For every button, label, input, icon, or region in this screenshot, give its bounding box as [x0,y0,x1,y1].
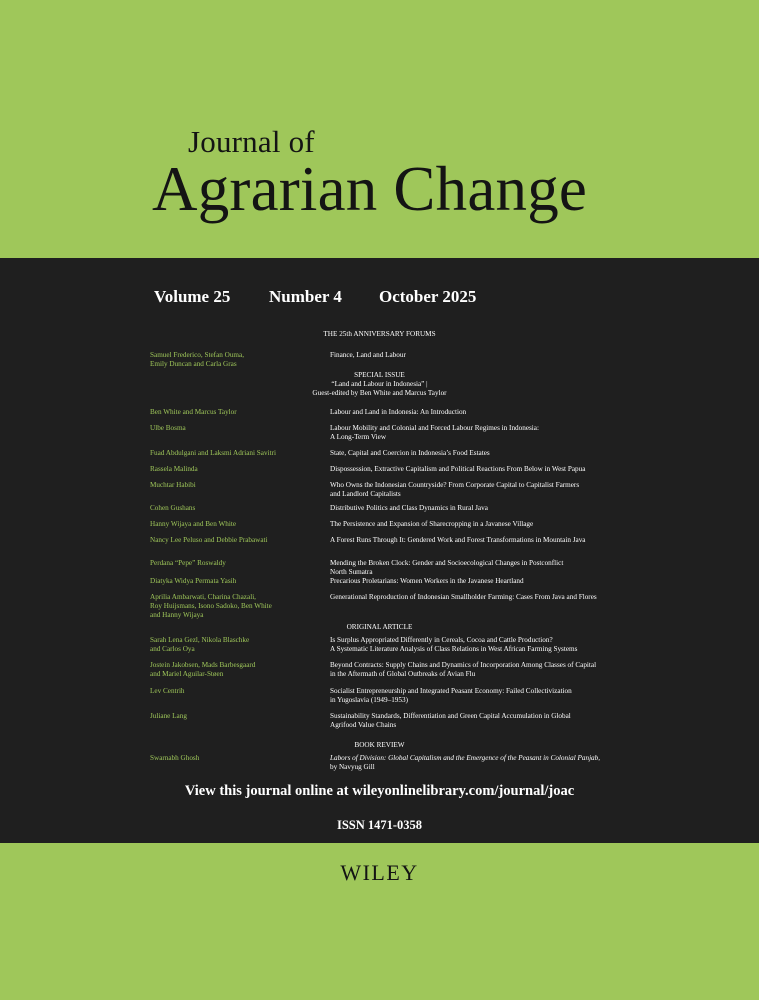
toc-article-title [330,712,660,730]
author-line: Emily Duncan and Carla Gras [150,360,237,368]
author-line: Swarnabh Ghosh [150,754,200,762]
article-line: Labors of Division: Global Capitalism and the Emergence of the Peasant in Colonial Panjab, [330,754,601,762]
toc-article-title [330,687,660,705]
toc-authors [150,593,325,620]
article-line: A Systematic Literature Analysis of Class Relations in West African Farming Systems [330,645,578,653]
author-line: Fuad Abdulgani and Laksmi Adriani Savitri [150,449,276,457]
toc-authors [150,520,325,529]
author-line: and Mariel Aguilar-Støen [150,670,224,678]
article-line: Generational Reproduction of Indonesian Smallholder Farming: Cases From Java and Flores [330,593,597,601]
article-line: in Yugoslavia (1949–1953) [330,696,408,704]
issn-label: ISSN 1471-0358 [336,818,423,832]
article-line: Labour Mobility and Colonial and Forced Labour Regimes in Indonesia: [330,424,539,432]
author-line: Aprilia Ambarwati, Charina Chazali, [150,593,256,601]
article-line: Labour and Land in Indonesia: An Introduction [330,408,467,416]
toc-article-title [330,593,660,602]
toc-article-title [330,536,660,545]
author-line: Lev Centrih [150,687,185,695]
volume-label: Volume 25 [154,287,231,306]
special-issue-theme: “Land and Labour in Indonesia” | [331,380,428,388]
toc-article-title [330,559,660,577]
author-line: Muchtar Habibi [150,481,196,489]
article-line: Socialist Entrepreneurship and Integrated Peasant Economy: Failed Collectivization [330,687,572,695]
toc-authors [150,687,325,696]
original-article-heading: ORIGINAL ARTICLE [346,623,413,631]
author-line: Perdana “Pepe” Roswaldy [150,559,226,567]
toc-article-title [330,636,660,654]
article-line: The Persistence and Expansion of Sharecropping in a Javanese Village [330,520,534,528]
toc-article-title [330,449,660,458]
toc-article-title [330,424,660,442]
toc-authors [150,465,325,474]
issue-date: October 2025 [379,287,477,306]
toc-article-title [330,351,660,360]
article-line: in the Aftermath of Global Outbreaks of Avian Flu [330,670,476,678]
toc-article-title [330,465,660,474]
author-line: Samuel Frederico, Stefan Ouma, [150,351,245,359]
toc-authors [150,536,325,545]
author-line: Ben White and Marcus Taylor [150,408,237,416]
journal-title: Agrarian Change [152,154,588,224]
toc-article-title [330,504,660,513]
article-line: State, Capital and Coercion in Indonesia’s Food Estates [330,449,490,457]
book-review-heading: BOOK REVIEW [354,741,405,749]
article-line: by Navyug Gill [330,763,375,771]
toc-authors [150,449,325,458]
toc-article-title [330,408,660,417]
toc-authors [150,559,325,568]
journal-website-link[interactable]: View this journal online at wileyonlinelibrary.com/journal/joac [184,783,575,799]
forums-heading: THE 25th ANNIVERSARY FORUMS [323,330,436,338]
special-issue-label: SPECIAL ISSUE [354,371,405,379]
toc-authors [150,577,325,586]
toc-authors [150,481,325,490]
article-line: and Landlord Capitalists [330,490,401,498]
toc-authors [150,351,325,369]
toc-authors [150,636,325,654]
article-line: Beyond Contracts: Supply Chains and Dynamics of Incorporation Among Classes of Capital [330,661,597,669]
article-line: A Long-Term View [330,433,387,441]
special-issue-heading [200,371,559,398]
author-line: Sarah Lena Gezl, Nikola Blaschke [150,636,250,644]
article-line: A Forest Runs Through It: Gendered Work and Forest Transformations in Mountain Java [330,536,586,544]
toc-article-title [330,661,660,679]
article-line: Who Owns the Indonesian Countryside? From Corporate Capital to Capitalist Farmers [330,481,580,489]
number-label: Number 4 [269,287,342,306]
author-line: Nancy Lee Peluso and Debbie Prabawati [150,536,268,544]
article-line: Distributive Politics and Class Dynamics in Rural Java [330,504,488,512]
author-line: and Carlos Oya [150,645,195,653]
author-line: Diatyka Widya Permata Yasih [150,577,237,585]
article-line: Mending the Broken Clock: Gender and Socioecological Changes in Postconflict [330,559,564,567]
author-line: Jostein Jakobsen, Mads Barbesgaard [150,661,256,669]
article-line: Precarious Proletarians: Women Workers in the Javanese Heartland [330,577,524,585]
journal-title-prefix: Journal of [188,124,315,159]
toc-authors [150,754,325,763]
toc-authors [150,712,325,721]
author-line: and Hanny Wijaya [150,611,204,619]
toc-authors [150,661,325,679]
article-line: Is Surplus Appropriated Differently in Cereals, Cocoa and Cattle Production? [330,636,553,644]
toc-authors [150,504,325,513]
author-line: Juliane Lang [150,712,187,720]
toc-article-title [330,754,660,772]
author-line: Roy Huijsmans, Isono Sadoko, Ben White [150,602,272,610]
article-line: Finance, Land and Labour [330,351,406,359]
publisher-logo: WILEY [340,860,419,885]
author-line: Ulbe Bosma [150,424,186,432]
article-line: Dispossession, Extractive Capitalism and Political Reactions From Below in West Papua [330,465,586,473]
toc-article-title [330,481,660,499]
author-line: Cohen Gushans [150,504,196,512]
special-issue-editors: Guest-edited by Ben White and Marcus Taylor [312,389,447,397]
author-line: Hanny Wijaya and Ben White [150,520,237,528]
article-line: Agrifood Value Chains [330,721,397,729]
article-line: Sustainability Standards, Differentiation and Green Capital Accumulation in Global [330,712,571,720]
toc-article-title [330,520,660,529]
toc-authors [150,408,325,417]
toc-article-title [330,577,660,586]
toc-authors [150,424,325,433]
author-line: Rassela Malinda [150,465,198,473]
article-line: North Sumatra [330,568,373,576]
